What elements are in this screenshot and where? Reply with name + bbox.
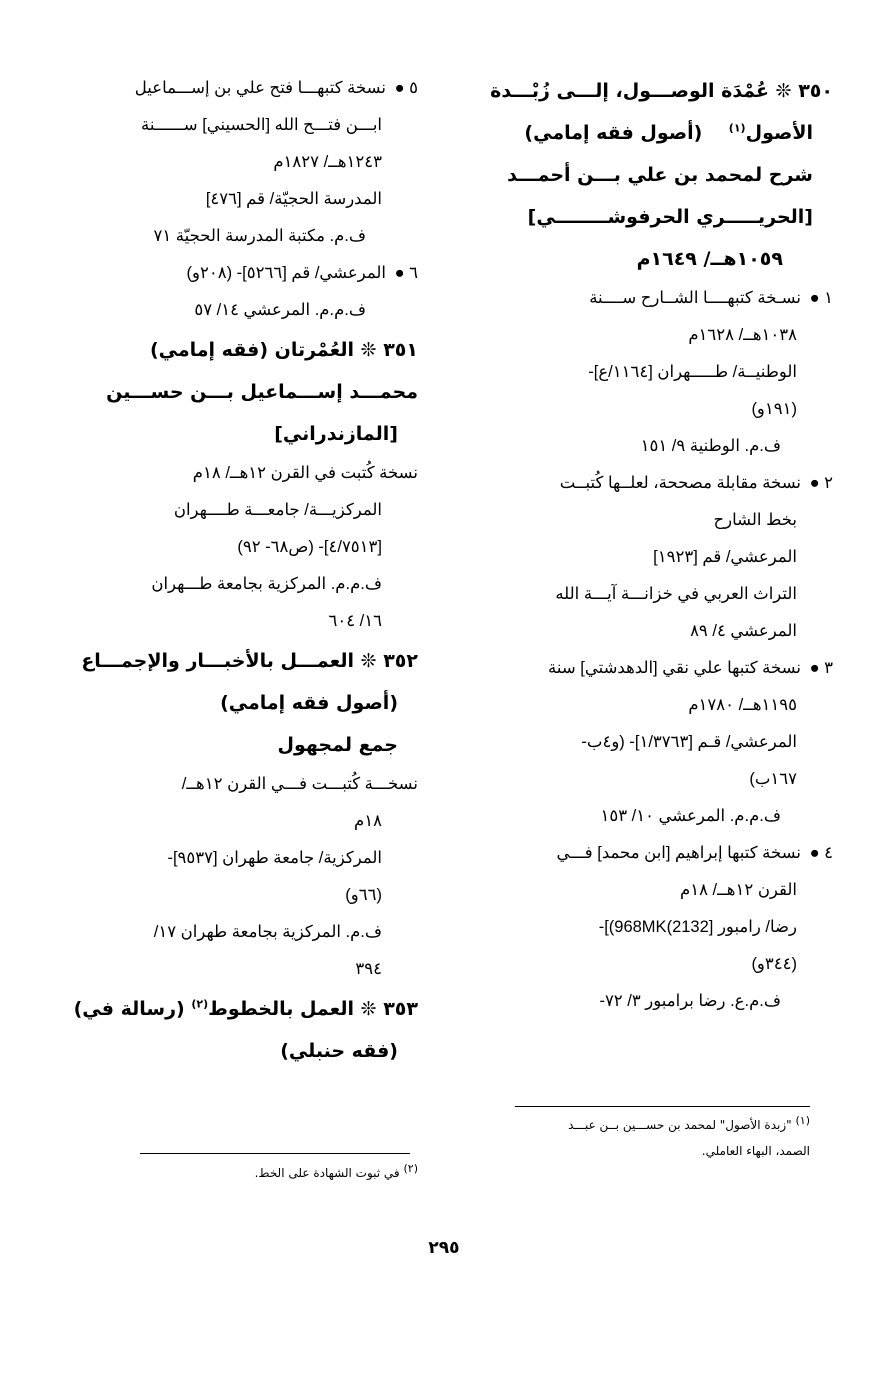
entry-author: شرح لمحمد بن علي بـــن أحمـــد xyxy=(507,164,813,186)
manuscript-item xyxy=(473,280,833,465)
entry-353-heading xyxy=(58,988,418,1072)
entry-subject: (أصول فقه إمامي) xyxy=(524,122,703,144)
manuscript-detail: ١٠٣٨هــ/ ١٦٢٨م xyxy=(688,326,797,344)
microfilm-ref: ف.م.م. المرعشي ١٤/ ٥٧ xyxy=(194,301,366,319)
manuscript-first-line xyxy=(473,280,833,317)
manuscript-item xyxy=(58,70,418,255)
manuscript-detail: ١٦٧ب) xyxy=(749,770,797,788)
manuscript-detail: (١٩١و) xyxy=(751,400,797,418)
manuscript-detail: ف.م. المركزية بجامعة طهران ١٧/ xyxy=(153,923,382,941)
manuscript-detail: الوطنيــة/ طـــــهران [١١٦٤/ع]- xyxy=(588,363,797,381)
manuscript-item xyxy=(58,255,418,329)
manuscript-detail: [٤/٧٥١٣]- (ص٦٨- ٩٢) xyxy=(237,538,382,556)
manuscript-first-line xyxy=(473,465,833,502)
entry-subject-cont: (فقه حنبلي) xyxy=(280,1040,398,1062)
item-bullet: ٣ ● xyxy=(809,659,833,677)
footnote-2 xyxy=(118,1160,418,1186)
entry-author-name: [الحريـــــري الحرفوشــــــــي] xyxy=(527,206,813,228)
left-column xyxy=(58,70,418,1072)
manuscript-description: نسخة كتبها إبراهيم [ابن محمد] فـــي xyxy=(556,844,801,862)
entry-subject: (أصول فقه إمامي) xyxy=(220,692,398,714)
manuscript-detail: التراث العربي في خزانـــة آيـــة الله xyxy=(555,585,797,603)
entry-subject: (رسالة في) xyxy=(73,998,185,1020)
manuscript-detail: ١٢٤٣هــ/ ١٨٢٧م xyxy=(273,153,382,171)
item-bullet: ٢ ● xyxy=(809,474,833,492)
manuscript-detail: المرعشي/ قـم [١/٣٧٦٣]- (و٤ب- xyxy=(581,733,797,751)
manuscript-item xyxy=(473,835,833,1020)
manuscript-item xyxy=(58,455,418,640)
footnote-mark: (١) xyxy=(728,121,746,135)
manuscript-detail: ١١٩٥هــ/ ١٧٨٠م xyxy=(688,696,797,714)
microfilm-ref: ف.م.م. المرعشي ١٠/ ١٥٣ xyxy=(600,807,781,825)
manuscript-detail: (٣٤٤و) xyxy=(751,955,797,973)
manuscript-item xyxy=(473,650,833,835)
footnote-rule xyxy=(140,1153,410,1154)
manuscript-detail: ١٨م xyxy=(354,812,382,830)
entry-351-heading xyxy=(58,329,418,455)
entry-title: العُمْرتان (فقه إمامي) xyxy=(149,339,355,361)
footnote-mark: (٢) xyxy=(403,1162,418,1175)
manuscript-detail: (٦٦و) xyxy=(345,886,382,904)
manuscript-detail: بخط الشارح xyxy=(713,511,797,529)
manuscript-detail: المركزيـــة/ جامعـــة طــــهران xyxy=(173,501,382,519)
entry-number: ٣٥٢ ❊ xyxy=(360,650,418,672)
microfilm-ref: ف.م. الوطنية ٩/ ١٥١ xyxy=(640,437,781,455)
item-bullet: ١ ● xyxy=(809,289,833,307)
entry-title-cont: الأصول xyxy=(745,122,813,144)
page-number: ٢٩٥ xyxy=(428,1238,460,1258)
manuscript-detail: المرعشي ٤/ ٨٩ xyxy=(690,622,797,640)
item-bullet: ٥ ● xyxy=(394,79,418,97)
manuscript-description: نسخة مقابلة مصححة، لعلــها كُتبــت xyxy=(559,474,801,492)
entry-title: عُمْدَة الوصـــول، إلـــى زُبْـــدة xyxy=(490,80,770,102)
entry-dates: ١٠٥٩هــ/ ١٦٤٩م xyxy=(636,248,783,270)
entry-number: ٣٥٠ ❊ xyxy=(775,80,833,102)
entry-352-heading xyxy=(58,640,418,766)
manuscript-first-line xyxy=(473,650,833,687)
microfilm-ref: ف.م. مكتبة المدرسة الحجيّة ٧١ xyxy=(153,227,366,245)
manuscript-detail: المرعشي/ قم [١٩٢٣] xyxy=(653,548,797,566)
footnote-rule xyxy=(515,1106,810,1107)
manuscript-description: نسخة كتبها علي نقي [الدهدشتي] سنة xyxy=(548,659,801,677)
manuscript-detail: القرن ١٢هــ/ ١٨م xyxy=(680,881,797,899)
footnote-text: في ثبوت الشهادة على الخط. xyxy=(254,1166,400,1180)
manuscript-detail: نسخة كُتبت في القرن ١٢هــ/ ١٨م xyxy=(192,464,418,482)
manuscript-list xyxy=(473,280,833,1020)
manuscript-detail: ف.م.م. المركزية بجامعة طـــهران xyxy=(151,575,382,593)
manuscript-first-line xyxy=(58,70,418,107)
manuscript-detail: ١٦/ ٦٠٤ xyxy=(328,612,382,630)
manuscript-description: المرعشي/ قم [٥٢٦٦]- (٢٠٨و) xyxy=(186,264,386,282)
manuscript-item xyxy=(473,465,833,650)
manuscript-detail: رضا/ رامبور [2132)968MK)]- xyxy=(598,918,797,936)
manuscript-detail: ٣٩٤ xyxy=(355,960,382,978)
manuscript-item xyxy=(58,766,418,988)
manuscript-description: نسخة كتبهـــا فتح علي بن إســـماعيل xyxy=(134,79,386,97)
entry-number: ٣٥١ ❊ xyxy=(360,339,418,361)
manuscript-list-cont xyxy=(58,70,418,329)
entry-author-name: [المازندراني] xyxy=(274,423,398,445)
manuscript-detail: ابـــن فتـــح الله [الحسيني] ســــــنة xyxy=(140,116,382,134)
manuscript-detail: المدرسة الحجيّة/ قم [٤٧٦] xyxy=(205,190,382,208)
entry-author: محمـــد إســـماعيل بـــن حســـين xyxy=(106,381,418,403)
footnote-mark: (١) xyxy=(795,1114,810,1127)
entry-author: جمع لمجهول xyxy=(277,734,398,756)
footnote-1 xyxy=(510,1112,810,1164)
manuscript-first-line xyxy=(473,835,833,872)
footnote-mark: (٢) xyxy=(191,997,209,1011)
manuscript-detail: المركزية/ جامعة طهران [٩٥٣٧]- xyxy=(167,849,382,867)
entry-title: العمل بالخطوط xyxy=(208,998,355,1020)
manuscript-detail: نسخـــة كُتبـــت فـــي القرن ١٢هــ/ xyxy=(181,775,418,793)
entry-title: العمـــل بالأخبـــار والإجمـــاع xyxy=(81,650,355,672)
right-column xyxy=(473,70,833,1020)
footnote-text-cont: الصمد، البهاء العاملي. xyxy=(701,1144,810,1158)
entry-350-heading xyxy=(473,70,833,280)
item-bullet: ٤ ● xyxy=(809,844,833,862)
manuscript-first-line xyxy=(58,255,418,292)
entry-number: ٣٥٣ ❊ xyxy=(360,998,418,1020)
footnote-text: "زبدة الأصول" لمحمد بن حســـين بــن عبـــد xyxy=(568,1118,792,1132)
manuscript-description: نسـخة كتبهــــا الشــارح ســــنة xyxy=(589,289,801,307)
item-bullet: ٦ ● xyxy=(394,264,418,282)
microfilm-ref: ف.م.ع. رضا برامبور ٣/ ٧٢- xyxy=(599,992,781,1010)
